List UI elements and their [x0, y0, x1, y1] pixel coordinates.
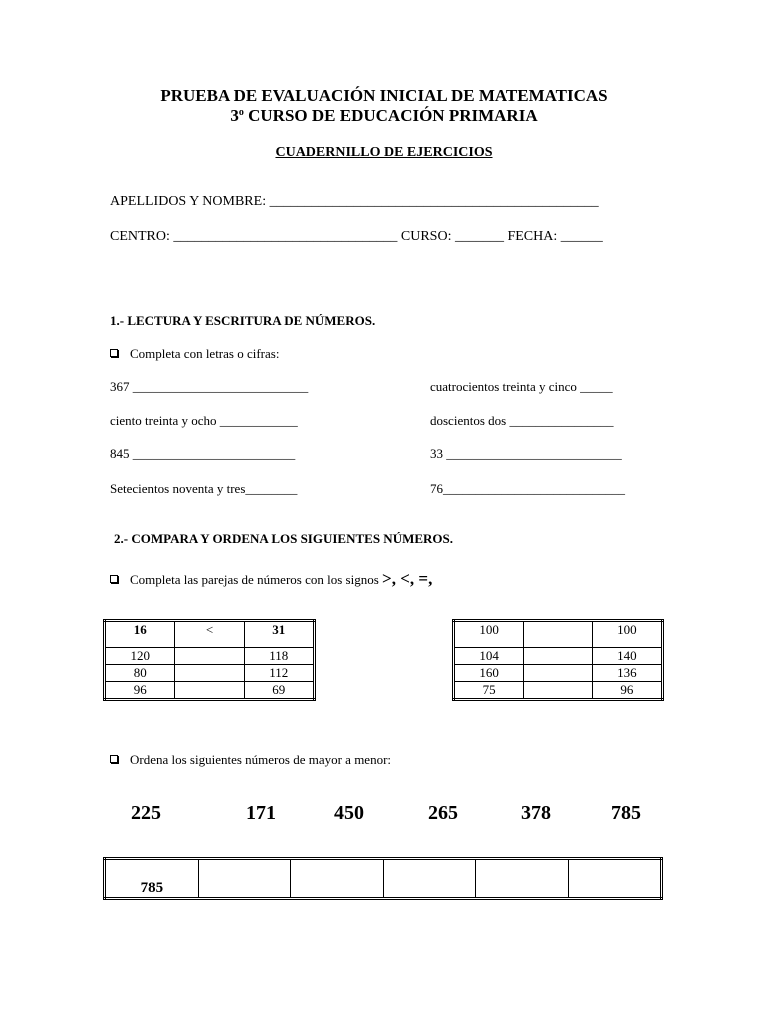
table-row — [454, 665, 663, 682]
number-5: 378 — [521, 802, 551, 824]
sign-cell[interactable] — [524, 665, 593, 682]
exercise-right-3[interactable]: 33 ___________________________ — [430, 446, 622, 461]
name-field[interactable]: APELLIDOS Y NOMBRE: _______________________________________________ — [110, 194, 599, 209]
table-row — [454, 648, 663, 665]
table-cell: 140 — [592, 648, 662, 665]
checkbox-bullet-icon — [110, 349, 118, 357]
table-row — [454, 682, 663, 700]
order-cell[interactable] — [383, 859, 475, 899]
table-cell: 80 — [105, 665, 175, 682]
compare-table-left — [103, 619, 316, 701]
table-cell: 100 — [454, 621, 524, 648]
sign-cell[interactable]: < — [175, 621, 244, 648]
table-row — [105, 621, 315, 648]
course-label: CURSO DE EDUCACIÓN PRIMARIA — [243, 106, 538, 125]
number-4: 265 — [428, 802, 458, 824]
table-cell: 96 — [592, 682, 662, 700]
table-cell: 112 — [244, 665, 314, 682]
order-instruction — [110, 752, 391, 768]
checkbox-bullet-icon — [110, 755, 118, 763]
center-course-date-field[interactable]: CENTRO: ________________________________ CURSO: _______ FECHA: ______ — [110, 229, 603, 244]
sign-cell[interactable] — [175, 682, 244, 700]
table-cell: 100 — [592, 621, 662, 648]
compare-table-right — [452, 619, 664, 701]
sign-cell[interactable] — [524, 682, 593, 700]
table-row — [105, 682, 315, 700]
instruction-text: Completa las parejas de números con los signos — [130, 572, 379, 587]
exercise-left-3[interactable]: 845 _________________________ — [110, 446, 296, 461]
exercise-left-1[interactable]: 367 ___________________________ — [110, 379, 309, 394]
sign-cell[interactable] — [175, 665, 244, 682]
number-6: 785 — [611, 802, 641, 824]
sign-cell[interactable] — [524, 621, 593, 648]
table-cell: 104 — [454, 648, 524, 665]
instruction-text: Completa con letras o cifras: — [130, 346, 280, 361]
order-cell[interactable]: 785 — [105, 859, 199, 899]
section-1-heading: 1.- LECTURA Y ESCRITURA DE NÚMEROS. — [110, 313, 376, 328]
section-2-instruction — [110, 569, 432, 589]
instruction-text: Ordena los siguientes números de mayor a menor: — [130, 752, 392, 767]
title-line-2 — [0, 106, 768, 126]
sign-cell[interactable] — [524, 648, 593, 665]
table-cell: 69 — [244, 682, 314, 700]
table-cell: 136 — [592, 665, 662, 682]
table-row — [105, 665, 315, 682]
exercise-right-1[interactable]: cuatrocientos treinta y cinco _____ — [430, 379, 613, 394]
number-2: 171 — [246, 802, 276, 824]
section-2-heading: 2.- COMPARA Y ORDENA LOS SIGUIENTES NÚMEROS. — [114, 531, 454, 546]
table-row — [105, 648, 315, 665]
table-cell: 75 — [454, 682, 524, 700]
table-row — [105, 859, 662, 899]
exercise-right-2[interactable]: doscientos dos ________________ — [430, 413, 614, 428]
table-cell: 118 — [244, 648, 314, 665]
exercise-left-4[interactable]: Setecientos noventa y tres________ — [110, 481, 298, 496]
table-cell: 16 — [105, 621, 175, 648]
exercise-left-2[interactable]: ciento treinta y ocho ____________ — [110, 413, 298, 428]
table-cell: 96 — [105, 682, 175, 700]
table-cell: 31 — [244, 621, 314, 648]
number-1: 225 — [131, 802, 161, 824]
table-row — [454, 621, 663, 648]
comparison-signs: >, <, =, — [382, 569, 433, 588]
exercise-right-4[interactable]: 76____________________________ — [430, 481, 625, 496]
table-cell: 120 — [105, 648, 175, 665]
title-line-1: PRUEBA DE EVALUACIÓN INICIAL DE MATEMATICAS — [160, 86, 608, 105]
sign-cell[interactable] — [175, 648, 244, 665]
order-table — [103, 857, 663, 900]
order-cell[interactable] — [291, 859, 383, 899]
course-ordinal: o — [238, 107, 244, 118]
section-1-instruction — [110, 346, 279, 362]
course-number: 3 — [230, 106, 239, 125]
checkbox-bullet-icon — [110, 575, 118, 583]
table-cell: 160 — [454, 665, 524, 682]
order-cell[interactable] — [476, 859, 568, 899]
subtitle: CUADERNILLO DE EJERCICIOS — [275, 145, 493, 160]
order-cell[interactable] — [198, 859, 290, 899]
order-cell[interactable] — [568, 859, 662, 899]
number-3: 450 — [334, 802, 364, 824]
